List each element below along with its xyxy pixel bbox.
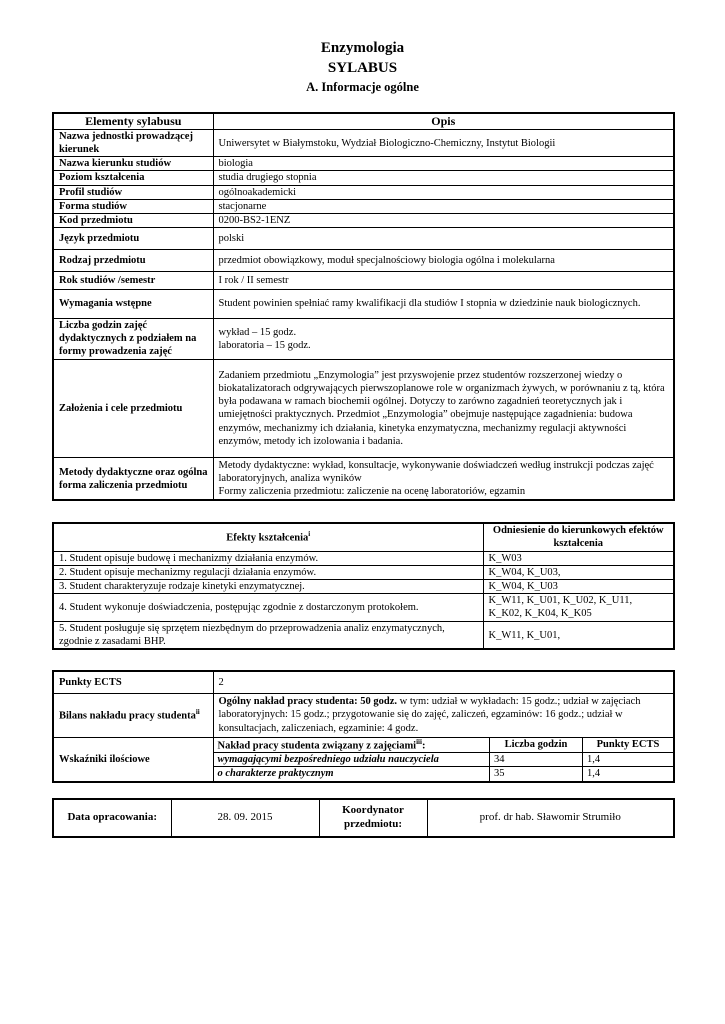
col-header-reference: Odniesienie do kierunkowych efektów kształcenia	[483, 523, 674, 551]
document-subtitle: SYLABUS	[327, 60, 398, 76]
outcome-effect: 3. Student charakteryzuje rodzaje kinetyki enzymatycznej.	[53, 579, 483, 593]
ind-row-hours: 34	[490, 753, 583, 767]
row-label: Język przedmiotu	[53, 227, 213, 249]
row-label: Nazwa kierunku studiów	[53, 157, 213, 171]
ind-row-points: 1,4	[583, 753, 674, 767]
workload-total: Ogólny nakład pracy studenta: 50 godz.	[218, 696, 398, 708]
document-title: Enzymologia	[320, 40, 405, 56]
indicators-table	[214, 738, 674, 781]
col-header-effects: Efekty kształcenia$^i$	[53, 523, 483, 551]
outcome-ref: K_W04, K_U03,	[483, 565, 674, 579]
workload-breakdown: w tym: udział w wykładach: 15 godz.; udział w zajęciach laboratoryjnych: 15 godz.; przygotowanie się do zajęć, zaliczeń, egzaminów: 16 godz.; udział w konsultacjach, zaliczeniach, egzaminie: 4 godz.	[218, 696, 641, 734]
indicators-label: Wskaźniki ilościowe	[53, 737, 213, 782]
row-label: Założenia i cele przedmiotu	[53, 359, 213, 457]
row-label: Wymagania wstępne	[53, 289, 213, 318]
date-label: Data opracowania:	[53, 799, 171, 837]
row-value: Uniwersytet w Białymstoku, Wydział Biologiczno-Chemiczny, Instytut Biologii	[213, 130, 674, 157]
row-value: 0200-BS2-1ENZ	[213, 213, 674, 227]
outcome-ref: K_W04, K_U03	[483, 579, 674, 593]
footer-table	[52, 798, 675, 838]
ind-row-hours: 35	[490, 767, 583, 781]
outcome-ref: K_W11, K_U01, K_U02, K_U11, K_K02, K_K04, K_K05	[483, 593, 674, 621]
footnote-mark: ii	[195, 707, 200, 716]
row-value: Zadaniem przedmiotu „Enzymologia” jest przyswojenie przez studentów rozszerzonej wiedzy o biokatalizatorach odgrywających pierwszoplanowe role w organizmach żywych, w porównaniu z tą, która była podawana w ramach biochemii ogólnej. Dotyczy to zarówno zagadnień teoretycznych jak i umiejętności praktycznych. Przedmiot „Enzymologia” obejmuje następujące zagadnienia: budowa enzymów, mechanizmy ich działania, kinetyka enzymatyczna, mechanizmy regulacji aktywności enzymów, metody ich izolowania i badania.	[213, 359, 674, 457]
date-value: 28. 09. 2015	[171, 799, 319, 837]
coordinator-value: prof. dr hab. Sławomir Strumiło	[427, 799, 674, 837]
ind-col-points: Punkty ECTS	[583, 738, 674, 753]
outcome-ref: K_W11, K_U01,	[483, 621, 674, 649]
footnote-mark: i	[308, 529, 311, 538]
workload-label: Bilans nakładu pracy studenta$^{ii}$	[53, 693, 213, 737]
indicators-cell	[213, 737, 674, 782]
ind-col-hours: Liczba godzin	[490, 738, 583, 753]
row-label: Poziom kształcenia	[53, 171, 213, 185]
col-header-description: Opis	[213, 113, 674, 130]
value-line: wykład – 15 godz.	[218, 326, 297, 338]
ind-col-title: Nakład pracy studenta związany z zajęciami$^{iii}$:	[214, 738, 490, 753]
ects-value: 2	[213, 671, 674, 693]
row-label: Nazwa jednostki prowadzącej kierunek	[53, 130, 213, 157]
coordinator-label: Koordynator przedmiotu:	[319, 799, 427, 837]
outcome-effect: 1. Student opisuje budowę i mechanizmy działania enzymów.	[53, 551, 483, 565]
ind-row-label: o charakterze praktycznym	[214, 767, 490, 781]
row-value	[213, 457, 674, 500]
section-heading: A. Informacje ogólne	[306, 80, 419, 94]
value-line: Metody dydaktyczne: wykład, konsultacje, wykonywanie doświadczeń według instrukcji podczas zajęć laboratoryjnych, analiza wyników	[218, 459, 654, 485]
row-label: Rodzaj przedmiotu	[53, 249, 213, 271]
outcomes-table	[52, 522, 675, 650]
row-label: Forma studiów	[53, 199, 213, 213]
footnote-mark: iii	[416, 737, 422, 746]
row-value: stacjonarne	[213, 199, 674, 213]
outcome-ref: K_W03	[483, 551, 674, 565]
ects-label: Punkty ECTS	[53, 671, 213, 693]
row-value: Student powinien spełniać ramy kwalifikacji dla studiów I stopnia w dziedzinie nauk biologicznych.	[213, 289, 674, 318]
workload-value	[213, 693, 674, 737]
value-line: laboratoria – 15 godz.	[218, 339, 311, 351]
outcome-effect: 4. Student wykonuje doświadczenia, postępując zgodnie z dostarczonym protokołem.	[53, 593, 483, 621]
row-value: studia drugiego stopnia	[213, 171, 674, 185]
row-value: przedmiot obowiązkowy, moduł specjalnościowy biologia ogólna i molekularna	[213, 249, 674, 271]
row-value: polski	[213, 227, 674, 249]
row-value: biologia	[213, 157, 674, 171]
ind-row-points: 1,4	[583, 767, 674, 781]
row-value	[213, 318, 674, 359]
ind-row-label: wymagającymi bezpośredniego udziału nauczyciela	[214, 753, 490, 767]
outcome-effect: 5. Student posługuje się sprzętem niezbędnym do przeprowadzenia analiz enzymatycznych, zgodnie z zasadami BHP.	[53, 621, 483, 649]
row-label: Kod przedmiotu	[53, 213, 213, 227]
ects-table	[52, 670, 675, 783]
col-header-elements: Elementy sylabusu	[53, 113, 213, 130]
row-label: Metody dydaktyczne oraz ogólna forma zaliczenia przedmiotu	[53, 457, 213, 500]
value-line: Formy zaliczenia przedmiotu: zaliczenie na ocenę laboratoriów, egzamin	[218, 486, 526, 498]
outcome-effect: 2. Student opisuje mechanizmy regulacji działania enzymów.	[53, 565, 483, 579]
row-value: I rok / II semestr	[213, 271, 674, 289]
row-label: Rok studiów /semestr	[53, 271, 213, 289]
row-label: Profil studiów	[53, 185, 213, 199]
general-info-table	[52, 112, 675, 501]
row-value: ogólnoakademicki	[213, 185, 674, 199]
row-label: Liczba godzin zajęć dydaktycznych z podziałem na formy prowadzenia zajęć	[53, 318, 213, 359]
